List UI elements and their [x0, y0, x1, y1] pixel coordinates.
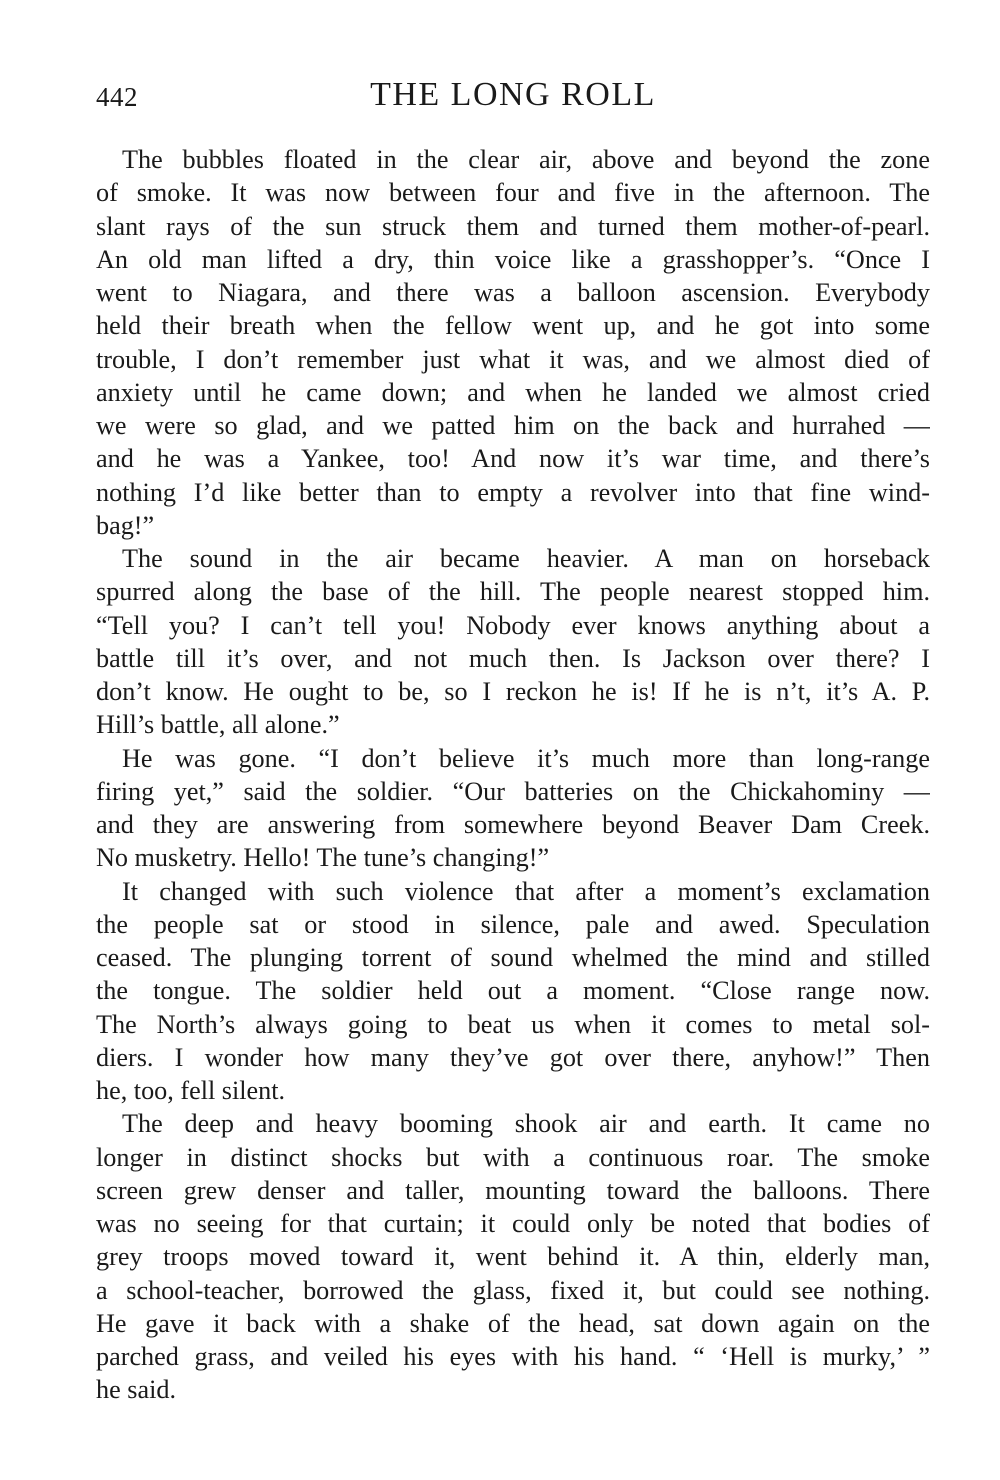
text-line: An old man lifted a dry, thin voice like a grasshopper’s. “Once I: [96, 244, 930, 274]
text-line: It changed with such violence that after a moment’s exclamation: [122, 876, 930, 906]
paragraph: [96, 542, 930, 742]
text-line: The bubbles floated in the clear air, above and beyond the zone: [122, 145, 930, 174]
body-text: [96, 143, 930, 1407]
text-line: He was gone. “I don’t believe it’s much more than long-range: [122, 743, 930, 773]
text-line: ceased. The plunging torrent of sound whelmed the mind and stilled: [96, 943, 930, 972]
text-line: The North’s always going to beat us when it comes to metal sol-: [96, 1009, 930, 1039]
text-line: diers. I wonder how many they’ve got over there, anyhow!” Then: [96, 1042, 930, 1072]
text-line: slant rays of the sun struck them and turned them mother-of-pearl.: [96, 211, 930, 241]
text-line: The sound in the air became heavier. A man on horseback: [122, 544, 930, 573]
text-line: and they are answering from somewhere beyond Beaver Dam Creek.: [96, 810, 930, 839]
text-line: firing yet,” said the soldier. “Our batteries on the Chickahominy —: [96, 776, 930, 806]
text-line: anxiety until he came down; and when he landed we almost cried: [96, 377, 930, 407]
page-number: 442: [96, 82, 138, 112]
text-line: screen grew denser and taller, mounting toward the balloons. There: [96, 1175, 930, 1205]
text-line: don’t know. He ought to be, so I reckon he is! If he is n’t, it’s A. P.: [96, 677, 930, 706]
paragraph: [96, 875, 930, 1108]
text-line: “Tell you? I can’t tell you! Nobody ever knows anything about a: [96, 610, 930, 640]
text-line: battle till it’s over, and not much then. Is Jackson over there? I: [96, 643, 930, 673]
text-line: The deep and heavy booming shook air and earth. It came no: [122, 1109, 930, 1139]
running-title: THE LONG ROLL: [370, 76, 656, 113]
paragraph: [96, 742, 930, 875]
text-line: He gave it back with a shake of the head, sat down again on the: [96, 1308, 930, 1338]
paragraph: [96, 143, 930, 542]
paragraph: [96, 1107, 930, 1406]
text-line: nothing I’d like better than to empty a revolver into that fine wind-: [96, 477, 930, 507]
text-line: longer in distinct shocks but with a continuous roar. The smoke: [96, 1142, 930, 1172]
text-line: and he was a Yankee, too! And now it’s war time, and there’s: [96, 444, 930, 474]
text-line: we were so glad, and we patted him on the back and hurrahed —: [96, 411, 930, 440]
page-header: [96, 76, 930, 120]
text-line: the tongue. The soldier held out a moment. “Close range now.: [96, 976, 930, 1006]
text-line: trouble, I don’t remember just what it was, and we almost died of: [96, 344, 930, 374]
text-line: spurred along the base of the hill. The people nearest stopped him.: [96, 577, 930, 607]
text-line: parched grass, and veiled his eyes with his hand. “ ‘Hell is murky,’ ”: [96, 1342, 930, 1371]
text-line: a school-teacher, borrowed the glass, fixed it, but could see nothing.: [96, 1275, 930, 1305]
text-line: bag!”: [96, 510, 155, 540]
text-line: of smoke. It was now between four and five in the afternoon. The: [96, 178, 930, 208]
text-line: held their breath when the fellow went up, and he got into some: [96, 311, 930, 341]
text-line: grey troops moved toward it, went behind it. A thin, elderly man,: [96, 1242, 930, 1272]
text-line: he, too, fell silent.: [96, 1076, 286, 1105]
text-line: went to Niagara, and there was a balloon ascension. Everybody: [96, 278, 930, 307]
text-line: No musketry. Hello! The tune’s changing!”: [96, 843, 550, 873]
text-line: was no seeing for that curtain; it could only be noted that bodies of: [96, 1209, 930, 1238]
text-line: Hill’s battle, all alone.”: [96, 710, 340, 740]
text-line: he said.: [96, 1375, 176, 1405]
text-line: the people sat or stood in silence, pale and awed. Speculation: [96, 909, 930, 939]
